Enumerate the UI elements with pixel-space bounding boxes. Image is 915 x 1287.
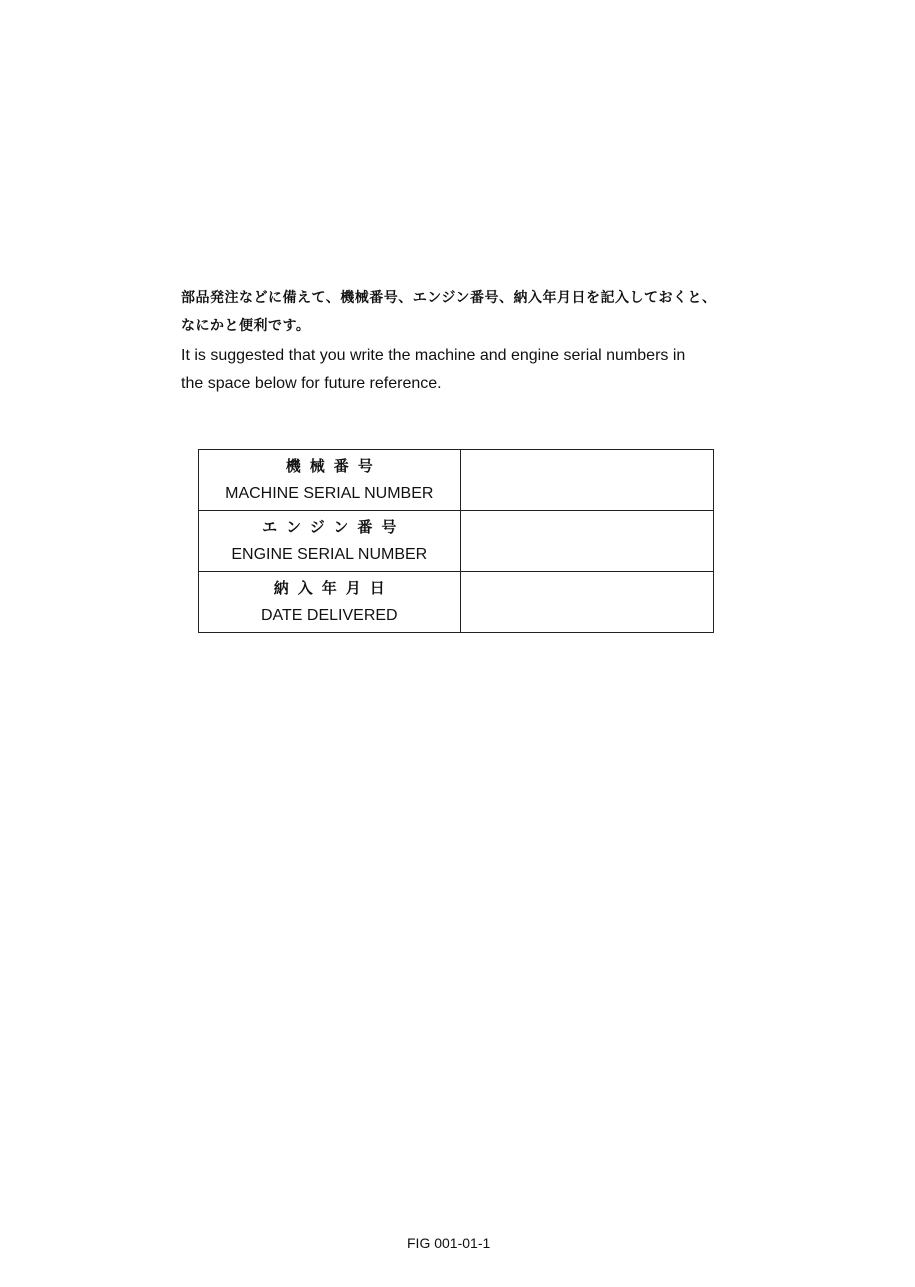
instructions-japanese-line-1: 部品発注などに備えて、機械番号、エンジン番号、納入年月日を記入しておくと、 [181,290,717,306]
machine-serial-label-en: MACHINE SERIAL NUMBER [225,485,434,502]
machine-serial-label-jp: 機械番号 [285,457,382,475]
engine-serial-value-field[interactable] [460,511,713,572]
date-delivered-label-jp: 納入年月日 [273,579,394,597]
date-delivered-label-en: DATE DELIVERED [260,607,398,624]
engine-serial-label-cell [199,511,461,572]
date-delivered-value-field[interactable] [460,572,713,633]
instructions-japanese-line-2: なにかと便利です。 [181,318,311,334]
machine-serial-value-field[interactable] [460,450,713,511]
instructions-english-line-1: It is suggested that you write the machine and engine serial numbers in [181,347,686,364]
engine-serial-label-en: ENGINE SERIAL NUMBER [231,546,428,563]
serial-number-record-table [198,449,714,633]
date-delivered-label-cell [199,572,461,633]
figure-label: FIG 001-01-1 [407,1235,491,1251]
table-row-date-delivered [199,572,714,633]
machine-serial-label-cell [199,450,461,511]
instructions-english-line-2: the space below for future reference. [181,375,442,392]
engine-serial-label-jp: エンジン番号 [262,518,406,536]
table-row-machine-serial [199,450,714,511]
table-row-engine-serial [199,511,714,572]
